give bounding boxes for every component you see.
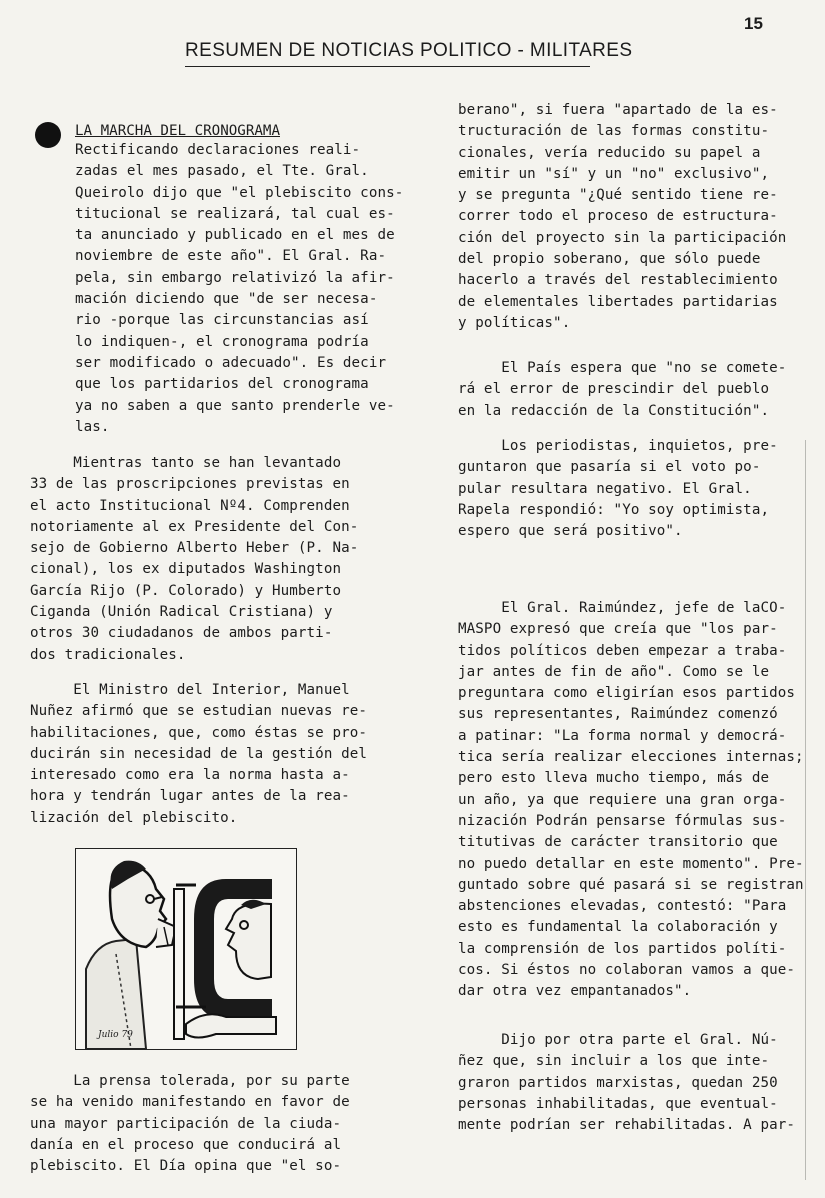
left-column-block-4 bbox=[30, 1071, 350, 1177]
left-paragraph-1: Rectificando declaraciones reali- zadas el mes pasado, el Tte. Gral. Queirolo dijo que "el plebiscito cons- titucional se realizará, tal cual es- ta anunciado y publicado en el mes de noviembre de este año". El Gral. Ra- pela, sin embargo relativizó la afir- mación diciendo que "de ser necesa- rio -porque las circunstancias así lo indiquen-, el cronograma podría ser modificado o adecuado". Es decir que los partidarios del cronograma ya no saben a que santo prenderle ve- las. bbox=[75, 142, 404, 435]
left-paragraph-2: Mientras tanto se han levantado 33 de las proscripciones previstas en el acto Institucional Nº4. Comprenden notoriamente al ex Presidente del Con- sejo de Gobierno Alberto Heber (P. Na- cional), los ex diputados Washington García Rijo (P. Colorado) y Humberto Ciganda (Unión Radical Cristiana) y otros 30 ciudadanos de ambos parti- dos tradicionales. bbox=[30, 455, 359, 663]
right-paragraph-1: berano", si fuera "apartado de la es- tructuración de las formas constitu- cionales, vería reducido su papel a emitir un "sí" y un "no" exclusivo", y se pregunta "¿Qué sentido tiene re- correr todo el proceso de estructura- ción del proyecto sin la participación del propio soberano, que sólo puede hacerlo a través del restablecimiento de elementales libertades partidarias y políticas". bbox=[458, 102, 787, 331]
left-paragraph-3: El Ministro del Interior, Manuel Nuñez afirmó que se estudian nuevas re- habilitaciones, que, como éstas se pro- ducirán sin necesidad de la gestión del interesado como era la norma hasta a- hora y tendrán lugar antes de la rea- lización del plebiscito. bbox=[30, 682, 368, 826]
right-column-block-2 bbox=[458, 358, 786, 422]
bullet-dot-icon bbox=[35, 122, 61, 148]
page-header: RESUMEN DE NOTICIAS POLITICO - MILITARES bbox=[185, 40, 590, 67]
section-heading: LA MARCHA DEL CRONOGRAMA bbox=[75, 123, 280, 139]
right-paragraph-3: Los periodistas, inquietos, pre- guntaron que pasaría si el voto po- pular resultara negativo. El Gral. Rapela respondió: "Yo soy optimista, espero que será positivo". bbox=[458, 438, 778, 540]
right-paragraph-4: El Gral. Raimúndez, jefe de laCO- MASPO expresó que creía que "los par- tidos políticos deben empezar a traba- jar antes de fin de año". Como se le preguntara como eligirían esos partidos sus representantes, Raimúndez comenzó a patinar: "La forma normal y democrá- tica sería realizar elecciones internas; pero esto lleva mucho tiempo, más de un año, ya que requiere una gran orga- nización Podrán pensarse fórmulas sus- titutivas de carácter transitorio que no puedo detallar en este momento". Pre- guntado sobre qué pasará si se registran abstenciones elevadas, contestó: "Para esto es fundamental la colaboración y la comprensión de los partidos políti- cos. Si éstos no colaboran vamos a que- dar otra vez empantanados". bbox=[458, 600, 804, 1000]
right-column-block-5 bbox=[458, 1030, 795, 1136]
right-paragraph-2: El País espera que "no se comete- rá el error de prescindir del pueblo en la redacción de la Constitución". bbox=[458, 360, 787, 419]
right-column-block-4 bbox=[458, 598, 804, 1003]
page-number: 15 bbox=[744, 14, 763, 33]
caricature-illustration bbox=[75, 848, 297, 1050]
left-column-block-2 bbox=[30, 453, 358, 666]
right-column-block-3 bbox=[458, 436, 778, 542]
caricature-icon bbox=[76, 849, 296, 1049]
left-column bbox=[75, 140, 403, 438]
right-column bbox=[458, 100, 786, 334]
left-paragraph-4: La prensa tolerada, por su parte se ha venido manifestando en favor de una mayor participación de la ciuda- danía en el proceso que conducirá al plebiscito. El Día opina que "el so- bbox=[30, 1073, 350, 1175]
page-edge-line bbox=[805, 440, 806, 1180]
cartoon-signature: Julio 79 bbox=[98, 1030, 133, 1040]
right-paragraph-5: Dijo por otra parte el Gral. Nú- ñez que, sin incluir a los que inte- graron partidos marxistas, quedan 250 personas inhabilitadas, que eventual- mente podrían ser rehabilitadas. A par- bbox=[458, 1032, 796, 1134]
left-column-block-3 bbox=[30, 680, 367, 829]
